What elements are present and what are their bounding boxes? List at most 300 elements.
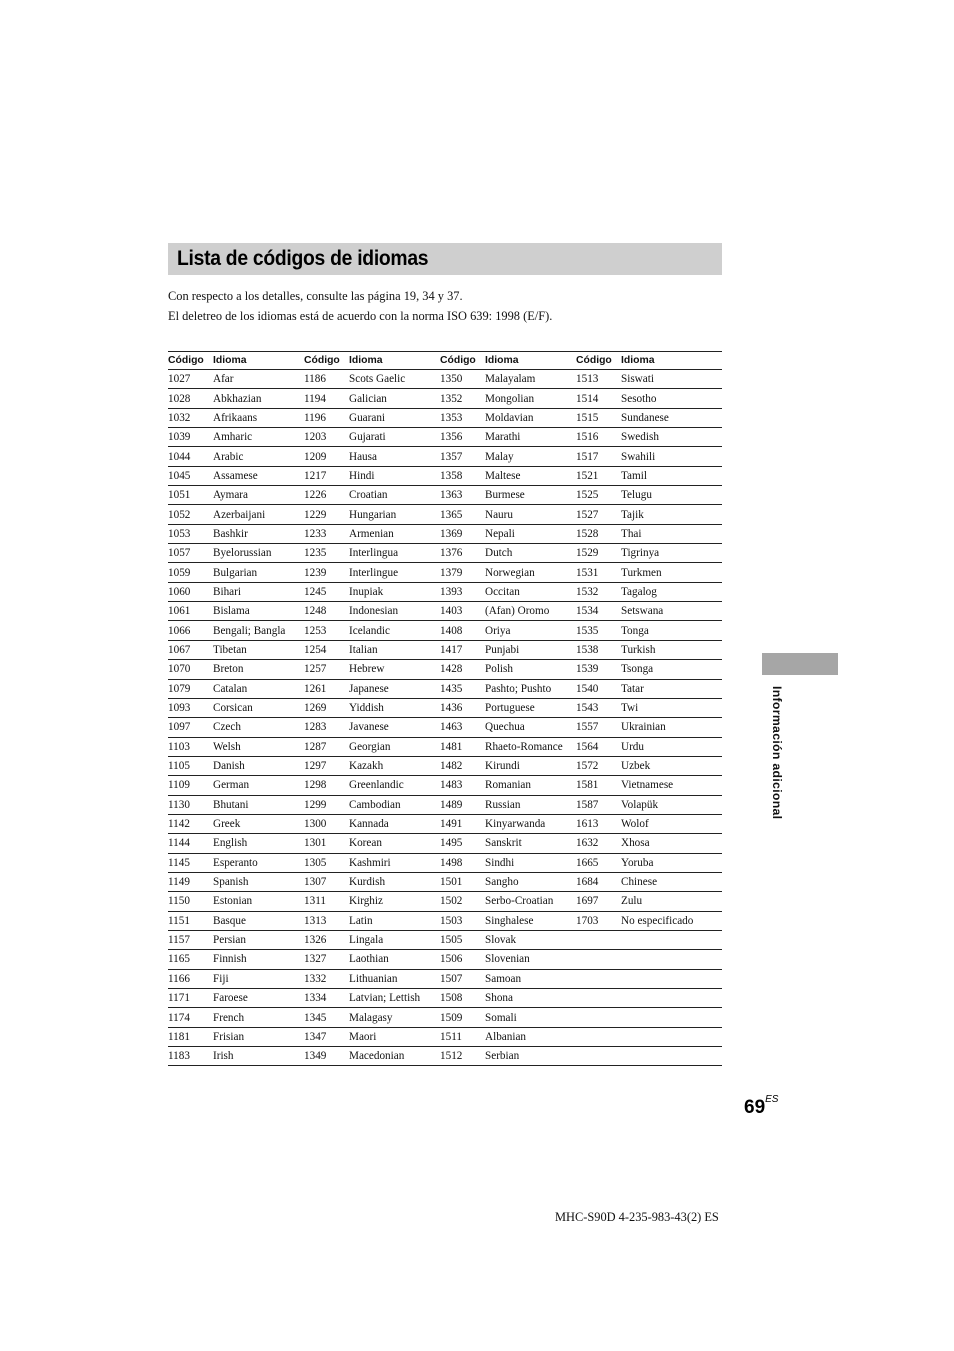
language-name-cell: Setswana bbox=[621, 602, 722, 621]
language-code-cell: 1587 bbox=[576, 795, 621, 814]
language-name-cell: Maori bbox=[349, 1027, 440, 1046]
language-code-table bbox=[168, 351, 722, 1066]
language-code-cell: 1051 bbox=[168, 486, 213, 505]
language-code-cell: 1534 bbox=[576, 602, 621, 621]
header-code-1: Código bbox=[168, 352, 213, 370]
language-name-cell bbox=[621, 1008, 722, 1027]
language-code-cell: 1506 bbox=[440, 950, 485, 969]
language-name-cell: Czech bbox=[213, 718, 304, 737]
language-name-cell: Pashto; Pushto bbox=[485, 679, 576, 698]
language-code-cell: 1357 bbox=[440, 447, 485, 466]
language-code-cell: 1239 bbox=[304, 563, 349, 582]
language-name-cell: Interlingue bbox=[349, 563, 440, 582]
language-code-cell: 1027 bbox=[168, 370, 213, 389]
language-code-cell: 1572 bbox=[576, 756, 621, 775]
language-name-cell: Japanese bbox=[349, 679, 440, 698]
language-code-cell: 1298 bbox=[304, 776, 349, 795]
language-code-cell: 1482 bbox=[440, 756, 485, 775]
language-name-cell: Galician bbox=[349, 389, 440, 408]
header-language-1: Idioma bbox=[213, 352, 304, 370]
language-code-cell: 1684 bbox=[576, 872, 621, 891]
language-name-cell: Afrikaans bbox=[213, 408, 304, 427]
language-code-cell: 1130 bbox=[168, 795, 213, 814]
table-row bbox=[168, 640, 722, 659]
language-code-cell: 1515 bbox=[576, 408, 621, 427]
language-code-cell: 1511 bbox=[440, 1027, 485, 1046]
language-code-cell: 1697 bbox=[576, 892, 621, 911]
language-code-cell: 1305 bbox=[304, 853, 349, 872]
language-code-cell: 1516 bbox=[576, 428, 621, 447]
language-name-cell: Bihari bbox=[213, 582, 304, 601]
language-name-cell: Tajik bbox=[621, 505, 722, 524]
language-name-cell: Swedish bbox=[621, 428, 722, 447]
language-code-cell: 1408 bbox=[440, 621, 485, 640]
language-name-cell: Kazakh bbox=[349, 756, 440, 775]
language-name-cell: Italian bbox=[349, 640, 440, 659]
language-name-cell: Kannada bbox=[349, 814, 440, 833]
intro-line-2: El deletreo de los idiomas está de acuerdo con la norma ISO 639: 1998 (E/F). bbox=[168, 309, 553, 323]
language-code-cell: 1052 bbox=[168, 505, 213, 524]
footer-model-code: MHC-S90D 4-235-983-43(2) ES bbox=[555, 1210, 719, 1224]
language-name-cell: Irish bbox=[213, 1047, 304, 1066]
language-name-cell: Punjabi bbox=[485, 640, 576, 659]
language-name-cell: Quechua bbox=[485, 718, 576, 737]
language-code-cell: 1531 bbox=[576, 563, 621, 582]
language-code-cell: 1703 bbox=[576, 911, 621, 930]
table-row bbox=[168, 989, 722, 1008]
language-code-cell: 1103 bbox=[168, 737, 213, 756]
language-name-cell: Fiji bbox=[213, 969, 304, 988]
language-code-cell: 1307 bbox=[304, 872, 349, 891]
language-code-cell: 1543 bbox=[576, 698, 621, 717]
table-row bbox=[168, 582, 722, 601]
language-code-cell: 1356 bbox=[440, 428, 485, 447]
language-code-cell: 1365 bbox=[440, 505, 485, 524]
language-name-cell bbox=[621, 950, 722, 969]
language-code-cell: 1253 bbox=[304, 621, 349, 640]
language-code-cell: 1495 bbox=[440, 834, 485, 853]
language-name-cell: Sesotho bbox=[621, 389, 722, 408]
language-code-cell: 1528 bbox=[576, 524, 621, 543]
language-code-cell: 1632 bbox=[576, 834, 621, 853]
language-code-cell: 1245 bbox=[304, 582, 349, 601]
language-code-cell: 1509 bbox=[440, 1008, 485, 1027]
language-code-cell: 1209 bbox=[304, 447, 349, 466]
language-name-cell: Malay bbox=[485, 447, 576, 466]
language-code-cell: 1501 bbox=[440, 872, 485, 891]
language-name-cell: Norwegian bbox=[485, 563, 576, 582]
language-code-cell bbox=[576, 1008, 621, 1027]
language-name-cell: Sindhi bbox=[485, 853, 576, 872]
language-name-cell: Abkhazian bbox=[213, 389, 304, 408]
language-name-cell bbox=[621, 969, 722, 988]
language-code-cell: 1512 bbox=[440, 1047, 485, 1066]
language-name-cell: Marathi bbox=[485, 428, 576, 447]
table-row bbox=[168, 872, 722, 891]
language-code-cell: 1483 bbox=[440, 776, 485, 795]
language-name-cell: Corsican bbox=[213, 698, 304, 717]
table-row bbox=[168, 408, 722, 427]
language-code-cell: 1196 bbox=[304, 408, 349, 427]
page-title: Lista de códigos de idiomas bbox=[177, 247, 429, 270]
language-name-cell: Singhalese bbox=[485, 911, 576, 930]
language-code-cell: 1393 bbox=[440, 582, 485, 601]
language-name-cell: Tibetan bbox=[213, 640, 304, 659]
language-name-cell: Macedonian bbox=[349, 1047, 440, 1066]
language-code-cell: 1060 bbox=[168, 582, 213, 601]
table-row bbox=[168, 505, 722, 524]
table-row bbox=[168, 602, 722, 621]
language-code-cell: 1248 bbox=[304, 602, 349, 621]
language-name-cell: Tigrinya bbox=[621, 544, 722, 563]
language-code-cell: 1539 bbox=[576, 660, 621, 679]
language-code-cell: 1345 bbox=[304, 1008, 349, 1027]
table-row bbox=[168, 389, 722, 408]
language-name-cell: Urdu bbox=[621, 737, 722, 756]
language-name-cell: Shona bbox=[485, 989, 576, 1008]
language-name-cell: Yiddish bbox=[349, 698, 440, 717]
language-name-cell: Turkish bbox=[621, 640, 722, 659]
language-code-cell: 1352 bbox=[440, 389, 485, 408]
language-name-cell: Faroese bbox=[213, 989, 304, 1008]
language-code-cell: 1505 bbox=[440, 930, 485, 949]
language-name-cell: Gujarati bbox=[349, 428, 440, 447]
language-name-cell: Romanian bbox=[485, 776, 576, 795]
language-name-cell: Bislama bbox=[213, 602, 304, 621]
language-code-cell: 1334 bbox=[304, 989, 349, 1008]
language-name-cell: (Afan) Oromo bbox=[485, 602, 576, 621]
language-name-cell: Lithuanian bbox=[349, 969, 440, 988]
language-code-cell: 1538 bbox=[576, 640, 621, 659]
language-name-cell: Assamese bbox=[213, 466, 304, 485]
table-row bbox=[168, 795, 722, 814]
language-code-cell: 1581 bbox=[576, 776, 621, 795]
language-name-cell: Portuguese bbox=[485, 698, 576, 717]
language-code-cell: 1502 bbox=[440, 892, 485, 911]
language-name-cell: Georgian bbox=[349, 737, 440, 756]
table-row bbox=[168, 911, 722, 930]
language-name-cell: Nauru bbox=[485, 505, 576, 524]
language-name-cell bbox=[621, 989, 722, 1008]
language-name-cell: Breton bbox=[213, 660, 304, 679]
language-code-cell bbox=[576, 930, 621, 949]
language-code-cell: 1059 bbox=[168, 563, 213, 582]
language-code-cell: 1369 bbox=[440, 524, 485, 543]
language-code-cell: 1517 bbox=[576, 447, 621, 466]
language-name-cell: Greek bbox=[213, 814, 304, 833]
language-code-cell: 1300 bbox=[304, 814, 349, 833]
language-name-cell: Tatar bbox=[621, 679, 722, 698]
language-name-cell bbox=[621, 930, 722, 949]
language-code-cell: 1145 bbox=[168, 853, 213, 872]
header-language-2: Idioma bbox=[349, 352, 440, 370]
language-name-cell: Telugu bbox=[621, 486, 722, 505]
language-name-cell: Volapük bbox=[621, 795, 722, 814]
table-row bbox=[168, 1008, 722, 1027]
language-code-cell: 1435 bbox=[440, 679, 485, 698]
language-name-cell: Twi bbox=[621, 698, 722, 717]
section-tab-marker bbox=[762, 653, 838, 675]
header-language-4: Idioma bbox=[621, 352, 722, 370]
language-code-cell: 1066 bbox=[168, 621, 213, 640]
language-code-cell: 1557 bbox=[576, 718, 621, 737]
language-code-cell: 1142 bbox=[168, 814, 213, 833]
language-name-cell: Persian bbox=[213, 930, 304, 949]
language-code-cell: 1301 bbox=[304, 834, 349, 853]
language-name-cell bbox=[621, 1047, 722, 1066]
language-name-cell: Moldavian bbox=[485, 408, 576, 427]
language-name-cell: Arabic bbox=[213, 447, 304, 466]
language-name-cell: Slovenian bbox=[485, 950, 576, 969]
language-name-cell: Cambodian bbox=[349, 795, 440, 814]
language-name-cell: Maltese bbox=[485, 466, 576, 485]
language-code-cell: 1287 bbox=[304, 737, 349, 756]
language-name-cell: Polish bbox=[485, 660, 576, 679]
language-code-cell: 1311 bbox=[304, 892, 349, 911]
language-code-cell: 1057 bbox=[168, 544, 213, 563]
language-code-cell: 1463 bbox=[440, 718, 485, 737]
language-code-cell: 1363 bbox=[440, 486, 485, 505]
language-code-cell: 1436 bbox=[440, 698, 485, 717]
language-name-cell: Nepali bbox=[485, 524, 576, 543]
language-code-cell: 1166 bbox=[168, 969, 213, 988]
language-name-cell: Wolof bbox=[621, 814, 722, 833]
language-code-cell: 1349 bbox=[304, 1047, 349, 1066]
table-row bbox=[168, 814, 722, 833]
table-row bbox=[168, 698, 722, 717]
language-code-cell: 1079 bbox=[168, 679, 213, 698]
language-code-cell: 1283 bbox=[304, 718, 349, 737]
language-code-cell: 1171 bbox=[168, 989, 213, 1008]
language-code-cell: 1379 bbox=[440, 563, 485, 582]
language-name-cell: Slovak bbox=[485, 930, 576, 949]
language-code-cell: 1028 bbox=[168, 389, 213, 408]
language-code-cell: 1181 bbox=[168, 1027, 213, 1046]
language-name-cell: Chinese bbox=[621, 872, 722, 891]
language-name-cell: Mongolian bbox=[485, 389, 576, 408]
language-name-cell: Estonian bbox=[213, 892, 304, 911]
page-number-suffix: ES bbox=[765, 1093, 779, 1105]
language-name-cell: Somali bbox=[485, 1008, 576, 1027]
language-code-cell bbox=[576, 1047, 621, 1066]
language-name-cell: Armenian bbox=[349, 524, 440, 543]
language-code-cell: 1229 bbox=[304, 505, 349, 524]
language-name-cell: Basque bbox=[213, 911, 304, 930]
language-name-cell: Sangho bbox=[485, 872, 576, 891]
table-row bbox=[168, 892, 722, 911]
language-name-cell: Croatian bbox=[349, 486, 440, 505]
language-name-cell: Latvian; Lettish bbox=[349, 989, 440, 1008]
language-name-cell: Malayalam bbox=[485, 370, 576, 389]
language-code-cell: 1535 bbox=[576, 621, 621, 640]
language-code-cell: 1521 bbox=[576, 466, 621, 485]
language-code-cell: 1403 bbox=[440, 602, 485, 621]
language-name-cell: Tsonga bbox=[621, 660, 722, 679]
language-name-cell: Vietnamese bbox=[621, 776, 722, 795]
language-name-cell: Albanian bbox=[485, 1027, 576, 1046]
table-row bbox=[168, 370, 722, 389]
language-code-cell bbox=[576, 950, 621, 969]
language-name-cell: Afar bbox=[213, 370, 304, 389]
language-code-cell: 1044 bbox=[168, 447, 213, 466]
language-code-cell: 1350 bbox=[440, 370, 485, 389]
language-name-cell: Icelandic bbox=[349, 621, 440, 640]
language-name-cell: Tagalog bbox=[621, 582, 722, 601]
language-name-cell: Welsh bbox=[213, 737, 304, 756]
language-code-cell: 1150 bbox=[168, 892, 213, 911]
language-name-cell: Byelorussian bbox=[213, 544, 304, 563]
language-name-cell: No especificado bbox=[621, 911, 722, 930]
language-name-cell: Aymara bbox=[213, 486, 304, 505]
language-code-cell: 1105 bbox=[168, 756, 213, 775]
language-code-cell: 1529 bbox=[576, 544, 621, 563]
table-row bbox=[168, 969, 722, 988]
language-name-cell: Latin bbox=[349, 911, 440, 930]
language-name-cell: Hungarian bbox=[349, 505, 440, 524]
table-body bbox=[168, 370, 722, 1066]
language-name-cell: Oriya bbox=[485, 621, 576, 640]
language-name-cell: Ukrainian bbox=[621, 718, 722, 737]
table-row bbox=[168, 621, 722, 640]
table-row bbox=[168, 679, 722, 698]
language-code-cell bbox=[576, 1027, 621, 1046]
language-code-cell: 1297 bbox=[304, 756, 349, 775]
language-code-cell: 1257 bbox=[304, 660, 349, 679]
language-name-cell: Siswati bbox=[621, 370, 722, 389]
language-name-cell: Amharic bbox=[213, 428, 304, 447]
language-code-cell: 1067 bbox=[168, 640, 213, 659]
language-code-cell: 1527 bbox=[576, 505, 621, 524]
language-code-cell: 1513 bbox=[576, 370, 621, 389]
language-code-cell: 1428 bbox=[440, 660, 485, 679]
language-name-cell: Hindi bbox=[349, 466, 440, 485]
language-name-cell bbox=[621, 1027, 722, 1046]
language-name-cell: Serbo-Croatian bbox=[485, 892, 576, 911]
language-name-cell: Uzbek bbox=[621, 756, 722, 775]
language-code-cell: 1183 bbox=[168, 1047, 213, 1066]
language-code-cell: 1269 bbox=[304, 698, 349, 717]
language-name-cell: Tamil bbox=[621, 466, 722, 485]
table-row bbox=[168, 930, 722, 949]
language-name-cell: Kinyarwanda bbox=[485, 814, 576, 833]
language-name-cell: Laothian bbox=[349, 950, 440, 969]
language-name-cell: Samoan bbox=[485, 969, 576, 988]
language-code-cell: 1491 bbox=[440, 814, 485, 833]
language-code-cell: 1093 bbox=[168, 698, 213, 717]
language-code-cell: 1417 bbox=[440, 640, 485, 659]
language-name-cell: Bulgarian bbox=[213, 563, 304, 582]
language-code-cell: 1299 bbox=[304, 795, 349, 814]
language-name-cell: Korean bbox=[349, 834, 440, 853]
language-code-cell: 1489 bbox=[440, 795, 485, 814]
language-code-cell: 1498 bbox=[440, 853, 485, 872]
language-name-cell: Dutch bbox=[485, 544, 576, 563]
language-code-cell: 1353 bbox=[440, 408, 485, 427]
language-name-cell: Xhosa bbox=[621, 834, 722, 853]
table-row bbox=[168, 950, 722, 969]
language-code-cell: 1109 bbox=[168, 776, 213, 795]
language-name-cell: Finnish bbox=[213, 950, 304, 969]
language-name-cell: Hausa bbox=[349, 447, 440, 466]
language-code-cell: 1326 bbox=[304, 930, 349, 949]
language-name-cell: Guarani bbox=[349, 408, 440, 427]
language-code-cell: 1540 bbox=[576, 679, 621, 698]
language-name-cell: Esperanto bbox=[213, 853, 304, 872]
language-name-cell: Malagasy bbox=[349, 1008, 440, 1027]
header-code-3: Código bbox=[440, 352, 485, 370]
language-code-cell: 1508 bbox=[440, 989, 485, 1008]
language-code-cell: 1149 bbox=[168, 872, 213, 891]
table-row bbox=[168, 853, 722, 872]
language-code-cell: 1261 bbox=[304, 679, 349, 698]
language-name-cell: Interlingua bbox=[349, 544, 440, 563]
section-title-band bbox=[168, 243, 722, 275]
language-code-cell: 1233 bbox=[304, 524, 349, 543]
language-code-cell: 1254 bbox=[304, 640, 349, 659]
language-name-cell: Burmese bbox=[485, 486, 576, 505]
language-name-cell: Greenlandic bbox=[349, 776, 440, 795]
language-code-cell bbox=[576, 969, 621, 988]
language-code-cell: 1503 bbox=[440, 911, 485, 930]
language-name-cell: Zulu bbox=[621, 892, 722, 911]
language-code-cell: 1507 bbox=[440, 969, 485, 988]
language-name-cell: Yoruba bbox=[621, 853, 722, 872]
table-row bbox=[168, 563, 722, 582]
language-code-cell: 1327 bbox=[304, 950, 349, 969]
language-name-cell: Sundanese bbox=[621, 408, 722, 427]
language-name-cell: Kirghiz bbox=[349, 892, 440, 911]
header-language-3: Idioma bbox=[485, 352, 576, 370]
table-row bbox=[168, 834, 722, 853]
page-number-value: 69 bbox=[744, 1097, 766, 1118]
language-code-cell: 1194 bbox=[304, 389, 349, 408]
language-code-cell: 1061 bbox=[168, 602, 213, 621]
language-name-cell: Russian bbox=[485, 795, 576, 814]
language-code-cell: 1186 bbox=[304, 370, 349, 389]
table-row bbox=[168, 447, 722, 466]
language-code-cell: 1332 bbox=[304, 969, 349, 988]
table-row bbox=[168, 1047, 722, 1066]
language-code-cell: 1045 bbox=[168, 466, 213, 485]
language-code-cell: 1203 bbox=[304, 428, 349, 447]
language-code-cell: 1032 bbox=[168, 408, 213, 427]
language-code-cell: 1151 bbox=[168, 911, 213, 930]
language-name-cell: Azerbaijani bbox=[213, 505, 304, 524]
language-code-cell: 1525 bbox=[576, 486, 621, 505]
language-code-cell: 1157 bbox=[168, 930, 213, 949]
language-name-cell: Spanish bbox=[213, 872, 304, 891]
table-row bbox=[168, 486, 722, 505]
language-code-cell: 1313 bbox=[304, 911, 349, 930]
table-row bbox=[168, 466, 722, 485]
language-code-cell: 1532 bbox=[576, 582, 621, 601]
language-name-cell: Kirundi bbox=[485, 756, 576, 775]
language-name-cell: Catalan bbox=[213, 679, 304, 698]
language-name-cell: Lingala bbox=[349, 930, 440, 949]
table-row bbox=[168, 544, 722, 563]
language-name-cell: Bengali; Bangla bbox=[213, 621, 304, 640]
language-code-cell bbox=[576, 989, 621, 1008]
language-name-cell: Frisian bbox=[213, 1027, 304, 1046]
language-name-cell: Kashmiri bbox=[349, 853, 440, 872]
language-code-cell: 1481 bbox=[440, 737, 485, 756]
table-row bbox=[168, 660, 722, 679]
table-row bbox=[168, 776, 722, 795]
language-name-cell: Danish bbox=[213, 756, 304, 775]
language-code-cell: 1217 bbox=[304, 466, 349, 485]
table-row bbox=[168, 756, 722, 775]
table-row bbox=[168, 718, 722, 737]
